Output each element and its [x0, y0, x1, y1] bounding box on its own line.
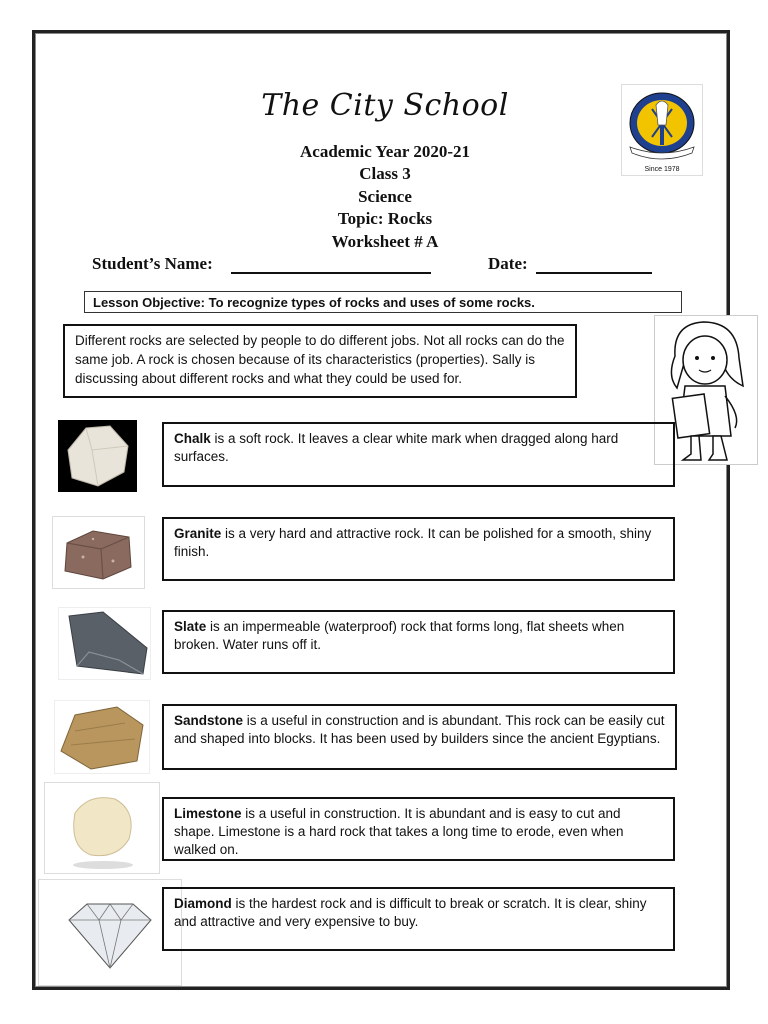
intro-text: Different rocks are selected by people to do different jobs. Not all rocks can do the same job. A rock is chosen because of its characteristics (properties). Sally is discussing about different rocks and what they could be used for.: [63, 324, 577, 398]
rock-description: is an impermeable (waterproof) rock that forms long, flat sheets when broken. Water runs off it.: [174, 619, 625, 652]
rock-name: Diamond: [174, 896, 232, 911]
rock-card-slate: [162, 610, 675, 674]
student-name-input-line[interactable]: [231, 272, 431, 274]
chalk-image: [58, 420, 137, 492]
date-input-line[interactable]: [536, 272, 652, 274]
diamond-image: [38, 879, 182, 986]
class-label: Class 3: [359, 164, 411, 183]
lesson-objective: Lesson Objective: To recognize types of rocks and uses of some rocks.: [84, 291, 682, 313]
rock-description: is the hardest rock and is difficult to break or scratch. It is clear, shiny and attractive and very expensive to buy.: [174, 896, 647, 929]
student-name-label: Student’s Name:: [92, 254, 213, 273]
rock-name: Limestone: [174, 806, 242, 821]
rock-description: is a soft rock. It leaves a clear white mark when dragged along hard surfaces.: [174, 431, 619, 464]
rock-card-limestone: [162, 797, 675, 861]
rock-description: is a useful in construction. It is abundant and is easy to cut and shape. Limestone is a hard rock that takes a long time to erode, even when walked on.: [174, 806, 624, 857]
rock-card-diamond: [162, 887, 675, 951]
subject-label: Science: [358, 187, 412, 206]
slate-image: [58, 607, 151, 680]
academic-year: Academic Year 2020-21: [300, 142, 470, 161]
rock-name: Sandstone: [174, 713, 244, 728]
rock-card-granite: [162, 517, 675, 581]
topic-label: Topic: Rocks: [337, 209, 433, 228]
sandstone-image: [54, 700, 150, 774]
rock-name: Slate: [174, 619, 207, 634]
date-label: Date:: [488, 254, 528, 273]
school-title: The City School: [261, 88, 509, 123]
granite-image: [52, 516, 145, 589]
rock-description: is a very hard and attractive rock. It can be polished for a smooth, shiny finish.: [174, 526, 652, 559]
school-logo: [621, 84, 703, 176]
rock-name: Granite: [174, 526, 222, 541]
rock-card-chalk: [162, 422, 675, 487]
limestone-image: [44, 782, 160, 874]
worksheet-label: Worksheet # A: [331, 232, 439, 251]
logo-caption: Since 1978: [644, 166, 680, 173]
rock-description: is a useful in construction and is abundant. This rock can be easily cut and shaped into blocks. It has been used by builders since the ancient Egyptians.: [174, 713, 665, 746]
rock-name: Chalk: [174, 431, 211, 446]
rock-card-sandstone: [162, 704, 677, 770]
